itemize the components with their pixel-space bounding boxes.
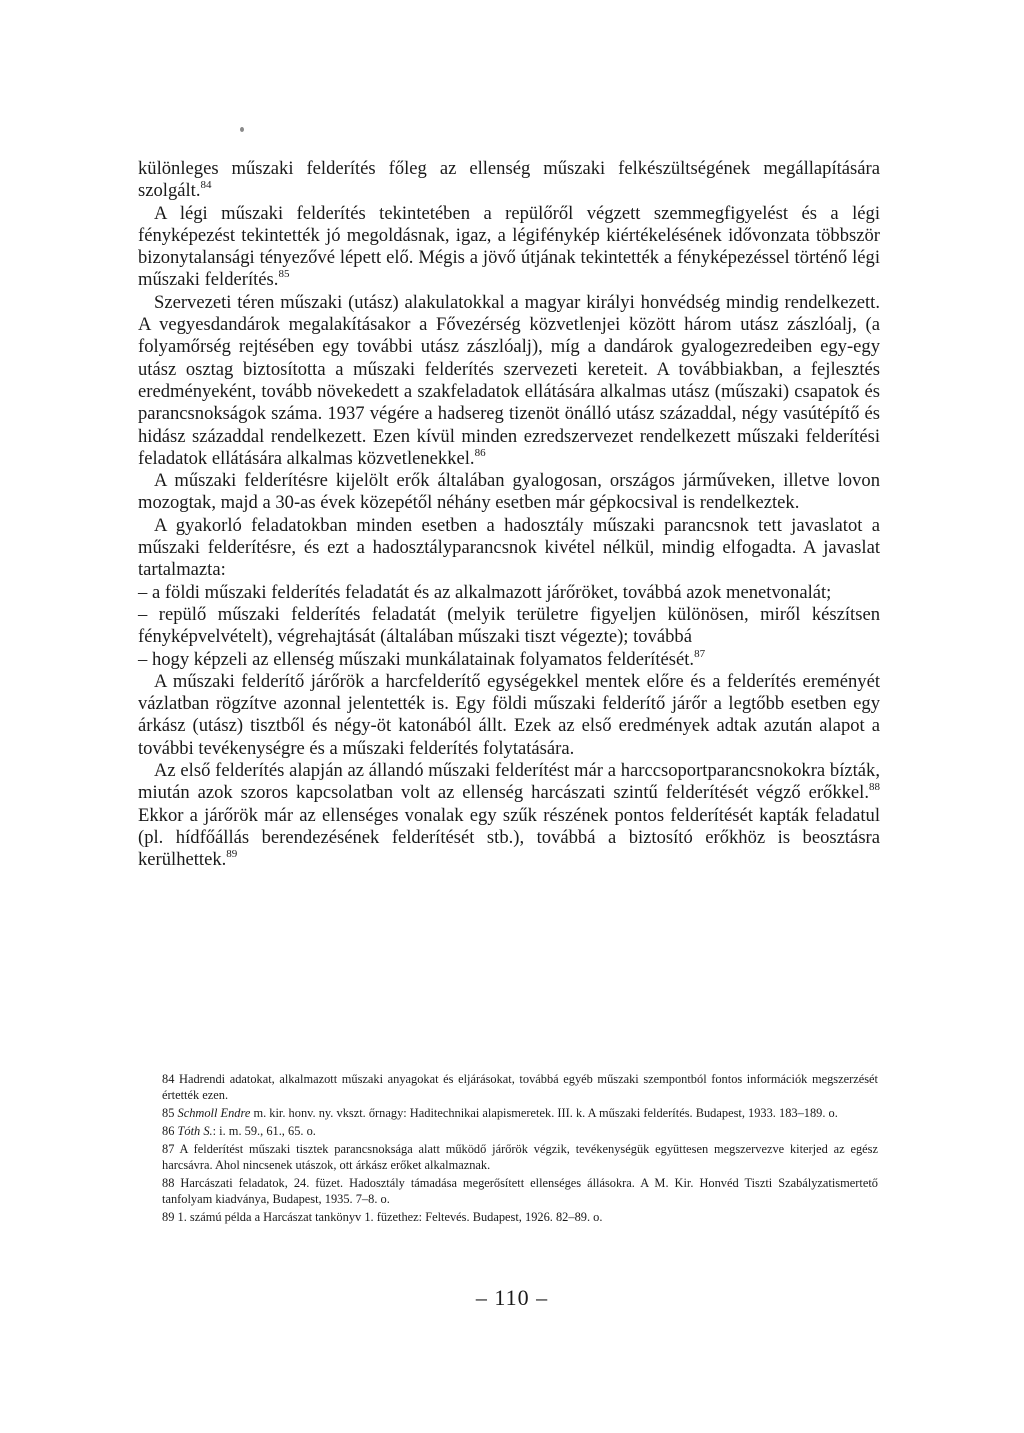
footnote-ref-89: 89	[226, 848, 238, 861]
list-item-text: – repülő műszaki felderítés feladatát (melyik területre figyeljen különösen, miről készítsen fényképvelvételt), végrehajtását (általában műszaki tiszt végezte); továbbá	[138, 603, 880, 648]
paragraph-text: Ekkor a járőrök már az ellenséges vonalak egy szűk részének pontos felderítését kapták feladatul (pl. hídfőállás berendezésének felderítését stb.), továbbá a biztosító erőkhöz is beosztásra kerülhettek.	[138, 804, 880, 871]
list-item-text: – hogy képzeli az ellenség műszaki munkálatainak folyamatos felderítését.	[138, 648, 695, 670]
footnote-number: 86	[162, 1124, 175, 1138]
paragraph	[138, 515, 880, 582]
paragraph-text: különleges műszaki felderítés főleg az ellenség műszaki felkészültségének megállapítására szolgált.	[138, 158, 880, 202]
footnote	[162, 1175, 878, 1207]
footnote-number: 85	[162, 1106, 175, 1120]
paragraph-text: A műszaki felderítő járőrök a harcfelderítő egységekkel mentek előre és a felderítés ereményét vázlatban rögzítve azonnal jelentették is. Egy földi műszaki felderítő járőr a legtőbb esetben egy árkász (utász) tisztből és négy-öt katonából állt. Ezek az első eredmények adtak azután alapot a további tevékenységre és a műszaki felderítés folytatására.	[138, 670, 880, 759]
paragraph-text: Az első felderítés alapján az állandó műszaki felderítést már a harccsoportparancsnokokra bízták, miután azok szoros kapcsolatban volt az ellenség harcászati szintű felderítését végző erőkkel.	[138, 760, 880, 804]
footnote-author: Schmoll Endre	[177, 1106, 251, 1120]
page-number: – 110 –	[475, 1285, 549, 1310]
paragraph	[138, 292, 880, 470]
footnote-ref-88: 88	[869, 781, 880, 794]
list-item-text: – a földi műszaki felderítés feladatát és az alkalmazott járőröket, továbbá azok menetvonalát;	[138, 581, 832, 603]
footnote-number: 89	[162, 1210, 175, 1224]
list-item	[138, 649, 880, 671]
paragraph	[138, 760, 880, 871]
footnote-author: Tóth S.	[177, 1124, 213, 1138]
footnote-ref-86: 86	[474, 446, 486, 459]
paragraph-text: A műszaki felderítésre kijelölt erők általában gyalogosan, országos járműveken, illetve lovon mozogtak, majd a 30-as évek közepétől néhány esetben már gépkocsival is rendelkeztek.	[138, 470, 880, 514]
paragraph-continuation	[138, 158, 880, 203]
footnote-number: 84	[162, 1072, 175, 1086]
footnote-text: Hadrendi adatokat, alkalmazott műszaki anyagokat és eljárásokat, továbbá egyéb műszaki szempontból fontos információk megszerzését értették ezen.	[162, 1072, 878, 1102]
paragraph	[138, 203, 880, 292]
footnote-number: 87	[162, 1142, 175, 1156]
footnote-ref-84: 84	[200, 179, 212, 192]
footnote-ref-87: 87	[694, 647, 706, 660]
footnotes	[162, 1071, 878, 1227]
paragraph-text: A légi műszaki felderítés tekintetében a repülőről végzett szemmegfigyelést és a légi fényképezést tekintették jó megoldásnak, igaz, a légifénykép kiértékelésének idővonzata többször bizonytalansági tényezővé lépett elő. Mégis a jövő útjának tekintették a fényképezéssel történő légi műszaki felderítés.	[138, 202, 880, 291]
footnote-ref-85: 85	[278, 268, 290, 281]
footnote	[162, 1071, 878, 1103]
scan-speck	[240, 127, 244, 132]
footnote	[162, 1141, 878, 1173]
paragraph	[138, 470, 880, 515]
footnote-text: m. kir. honv. ny. vkszt. őrnagy: Haditechnikai alapismeretek. III. k. A műszaki felderítés. Budapest, 1933. 183–189. o.	[250, 1106, 838, 1120]
footnote	[162, 1123, 878, 1139]
footnote	[162, 1209, 878, 1225]
list-item	[138, 582, 880, 604]
footnote	[162, 1105, 878, 1121]
footnote-text: Harcászati feladatok, 24. füzet. Hadosztály támadása megerősített ellenséges állásokra. A M. Kir. Honvéd Tiszti Szabályzatismertető tanfolyam kiadványa, Budapest, 1935. 7–8. o.	[162, 1176, 878, 1206]
paragraph-text: A gyakorló feladatokban minden esetben a hadosztály műszaki parancsnok tett javaslatot a műszaki felderítésre, és ezt a hadosztályparancsnok kivétel nélkül, mindig elfogadta. A javaslat tartalmazta:	[138, 514, 880, 581]
footnote-text: 1. számú példa a Harcászat tankönyv 1. füzethez: Feltevés. Budapest, 1926. 82–89. o.	[177, 1210, 603, 1224]
footnote-text: : i. m. 59., 61., 65. o.	[212, 1124, 316, 1138]
body-text	[138, 158, 880, 872]
paragraph-text: Szervezeti téren műszaki (utász) alakulatokkal a magyar királyi honvédség mindig rendelkezett. A vegyesdandárok megalakításakor a Fővezérség közvetlenjei között három utász zászlóalj, (a folyamőrség rejtésében egy további utász zászlóalj), míg a dandárok gyalogezredeiben egy-egy utász osztag biztosította a műszaki felderítés szervezeti kereteit. A továbbiakban, a fejlesztés eredményeként, tovább növekedett a szakfeladatok ellátására alkalmas utász (műszaki) csapatok és parancsnokságok száma. 1937 végére a hadsereg tizenöt önálló utász századdal, négy vasútépítő és hidász századdal rendelkezett. Ezen kívül minden ezredszervezet rendelkezett műszaki felderítési feladatok ellátására alkalmas közvetlenekkel.	[138, 291, 880, 469]
paragraph	[138, 671, 880, 760]
footnote-number: 88	[162, 1176, 175, 1190]
footnote-text: A felderítést műszaki tisztek parancsnoksága alatt működő járőrök végzik, tevékenységük együttesen megszervezve kiterjed az egész harcsávra. Ahol nincsenek utászok, ott árkász erőket alkalmaznak.	[162, 1142, 878, 1172]
list-item	[138, 604, 880, 649]
